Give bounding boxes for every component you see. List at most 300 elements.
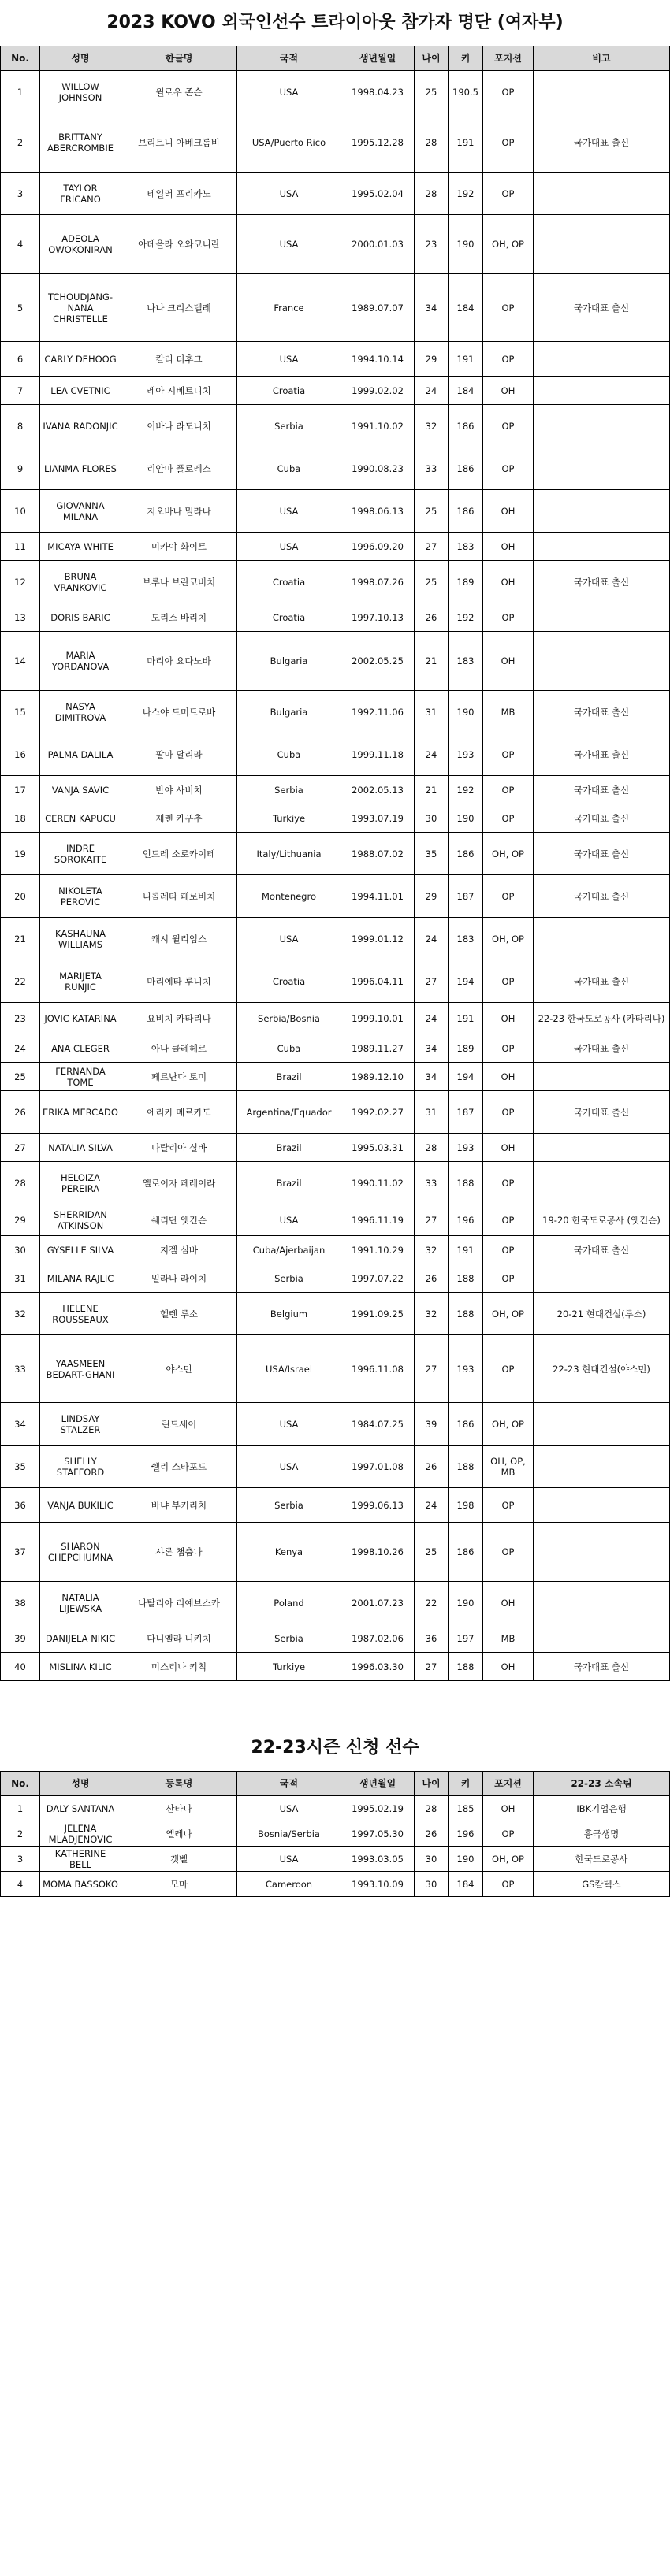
player-korean-name: 칼리 더후그	[121, 342, 237, 377]
player-name: NIKOLETA PEROVIC	[40, 875, 121, 918]
table-header-row	[1, 1772, 670, 1796]
player-nationality: USA	[237, 1796, 341, 1821]
player-korean-name: 헬렌 루소	[121, 1293, 237, 1335]
player-position: OH	[483, 1653, 534, 1681]
player-position: OP	[483, 113, 534, 173]
player-number: 1	[1, 1796, 40, 1821]
player-korean-name: 쉘리 스타포드	[121, 1446, 237, 1488]
player-age: 33	[415, 447, 449, 490]
player-birthdate: 1992.02.27	[341, 1091, 415, 1134]
player-height: 198	[449, 1488, 483, 1523]
player-age: 34	[415, 1034, 449, 1063]
player-height: 184	[449, 377, 483, 405]
table-row	[1, 71, 670, 113]
player-note	[534, 1523, 670, 1582]
player-height: 197	[449, 1624, 483, 1653]
player-position: OH	[483, 490, 534, 533]
table-row	[1, 377, 670, 405]
player-name: MARIA YORDANOVA	[40, 632, 121, 691]
table-row	[1, 1063, 670, 1091]
player-korean-name: 린드세이	[121, 1403, 237, 1446]
player-note	[534, 1488, 670, 1523]
player-age: 30	[415, 1872, 449, 1897]
player-team: 한국도로공사	[534, 1847, 670, 1872]
player-note: 19-20 한국도로공사 (앳킨슨)	[534, 1204, 670, 1236]
player-nationality: Bosnia/Serbia	[237, 1821, 341, 1847]
player-position: OH	[483, 1003, 534, 1034]
player-nationality: Serbia	[237, 776, 341, 804]
player-name: JOVIC KATARINA	[40, 1003, 121, 1034]
player-korean-name: 지오바나 밀라나	[121, 490, 237, 533]
player-height: 191	[449, 113, 483, 173]
header-age: 나이	[415, 1772, 449, 1796]
player-korean-name: 바냐 부키리치	[121, 1488, 237, 1523]
player-number: 18	[1, 804, 40, 833]
player-nationality: Kenya	[237, 1523, 341, 1582]
player-height: 187	[449, 875, 483, 918]
table-row	[1, 1624, 670, 1653]
player-birthdate: 1999.10.01	[341, 1003, 415, 1034]
table-row	[1, 1446, 670, 1488]
header-birthdate: 생년월일	[341, 1772, 415, 1796]
player-team: 흥국생명	[534, 1821, 670, 1847]
player-korean-name: 반야 사비치	[121, 776, 237, 804]
player-birthdate: 1997.10.13	[341, 603, 415, 632]
player-note: 20-21 현대건설(루소)	[534, 1293, 670, 1335]
player-birthdate: 2002.05.13	[341, 776, 415, 804]
player-position: OH, OP	[483, 1293, 534, 1335]
player-note	[534, 1264, 670, 1293]
player-korean-name: 인드레 소로카이테	[121, 833, 237, 875]
player-height: 184	[449, 1872, 483, 1897]
player-korean-name: 브리트니 아베크롬비	[121, 113, 237, 173]
player-height: 191	[449, 1236, 483, 1264]
player-birthdate: 1993.10.09	[341, 1872, 415, 1897]
player-name: GIOVANNA MILANA	[40, 490, 121, 533]
table-row	[1, 691, 670, 733]
table-row	[1, 1134, 670, 1162]
header-no: No.	[1, 1772, 40, 1796]
player-nationality: Bulgaria	[237, 632, 341, 691]
player-number: 25	[1, 1063, 40, 1091]
player-note	[534, 447, 670, 490]
player-note	[534, 533, 670, 561]
player-age: 32	[415, 1236, 449, 1264]
player-note: 국가대표 출신	[534, 776, 670, 804]
player-number: 30	[1, 1236, 40, 1264]
player-number: 8	[1, 405, 40, 447]
player-position: OP	[483, 804, 534, 833]
player-age: 24	[415, 377, 449, 405]
player-note	[534, 1446, 670, 1488]
player-position: OH	[483, 533, 534, 561]
player-number: 20	[1, 875, 40, 918]
player-height: 186	[449, 1403, 483, 1446]
player-number: 2	[1, 1821, 40, 1847]
player-position: OP	[483, 603, 534, 632]
player-nationality: Cuba	[237, 1034, 341, 1063]
header-nationality: 국적	[237, 46, 341, 71]
player-note: 국가대표 출신	[534, 691, 670, 733]
table-row	[1, 918, 670, 960]
table-row	[1, 833, 670, 875]
player-name: DORIS BARIC	[40, 603, 121, 632]
player-nationality: Serbia	[237, 1624, 341, 1653]
player-number: 28	[1, 1162, 40, 1204]
player-age: 24	[415, 918, 449, 960]
player-nationality: Brazil	[237, 1162, 341, 1204]
table-row	[1, 1034, 670, 1063]
player-nationality: USA	[237, 1204, 341, 1236]
player-age: 24	[415, 1003, 449, 1034]
player-nationality: Serbia	[237, 1264, 341, 1293]
table-row	[1, 1003, 670, 1034]
player-birthdate: 1995.12.28	[341, 113, 415, 173]
player-korean-name: 다니엘라 니키치	[121, 1624, 237, 1653]
player-birthdate: 1997.07.22	[341, 1264, 415, 1293]
player-name: MISLINA KILIC	[40, 1653, 121, 1681]
player-position: OP	[483, 776, 534, 804]
table-row	[1, 173, 670, 215]
player-note	[534, 1162, 670, 1204]
player-name: BRUNA VRANKOVIC	[40, 561, 121, 603]
player-nationality: Poland	[237, 1582, 341, 1624]
player-name: IVANA RADONJIC	[40, 405, 121, 447]
player-korean-name: 나탈리아 실바	[121, 1134, 237, 1162]
player-name: VANJA BUKILIC	[40, 1488, 121, 1523]
player-height: 191	[449, 1003, 483, 1034]
player-korean-name: 지젤 실바	[121, 1236, 237, 1264]
player-note	[534, 71, 670, 113]
player-position: MB	[483, 691, 534, 733]
player-number: 32	[1, 1293, 40, 1335]
player-korean-name: 테일러 프리카노	[121, 173, 237, 215]
player-note: 국가대표 출신	[534, 1034, 670, 1063]
player-nationality: Cuba	[237, 447, 341, 490]
table-row	[1, 1335, 670, 1403]
player-nationality: Cuba	[237, 733, 341, 776]
player-height: 183	[449, 918, 483, 960]
player-position: OP	[483, 1236, 534, 1264]
player-name: DANIJELA NIKIC	[40, 1624, 121, 1653]
player-number: 37	[1, 1523, 40, 1582]
player-birthdate: 1991.10.02	[341, 405, 415, 447]
player-height: 183	[449, 632, 483, 691]
player-height: 188	[449, 1264, 483, 1293]
player-height: 190	[449, 215, 483, 274]
table-row	[1, 1204, 670, 1236]
header-nationality: 국적	[237, 1772, 341, 1796]
player-nationality: Cuba/Ajerbaijan	[237, 1236, 341, 1264]
header-position: 포지션	[483, 1772, 534, 1796]
player-name: HELENE ROUSSEAUX	[40, 1293, 121, 1335]
player-nationality: Serbia/Bosnia	[237, 1003, 341, 1034]
player-name: SHARON CHEPCHUMNA	[40, 1523, 121, 1582]
player-birthdate: 1997.05.30	[341, 1821, 415, 1847]
player-number: 38	[1, 1582, 40, 1624]
player-position: OH, OP	[483, 833, 534, 875]
player-registered-name: 산타나	[121, 1796, 237, 1821]
header-registered-name: 등록명	[121, 1772, 237, 1796]
player-nationality: USA	[237, 1446, 341, 1488]
player-birthdate: 1996.04.11	[341, 960, 415, 1003]
season-table	[0, 1771, 670, 1897]
player-birthdate: 2002.05.25	[341, 632, 415, 691]
table-row	[1, 875, 670, 918]
player-birthdate: 2000.01.03	[341, 215, 415, 274]
player-position: OP	[483, 342, 534, 377]
player-korean-name: 레아 시베트니치	[121, 377, 237, 405]
player-position: OH, OP, MB	[483, 1446, 534, 1488]
table-row	[1, 405, 670, 447]
player-name: NATALIA SILVA	[40, 1134, 121, 1162]
player-number: 35	[1, 1446, 40, 1488]
player-birthdate: 1999.01.12	[341, 918, 415, 960]
player-number: 40	[1, 1653, 40, 1681]
player-height: 188	[449, 1653, 483, 1681]
player-note: 국가대표 출신	[534, 274, 670, 342]
player-birthdate: 1993.07.19	[341, 804, 415, 833]
player-birthdate: 1992.11.06	[341, 691, 415, 733]
player-note: 국가대표 출신	[534, 804, 670, 833]
player-note: 22-23 현대건설(야스민)	[534, 1335, 670, 1403]
player-height: 189	[449, 561, 483, 603]
player-birthdate: 1989.12.10	[341, 1063, 415, 1091]
player-note	[534, 1403, 670, 1446]
player-birthdate: 1990.11.02	[341, 1162, 415, 1204]
player-birthdate: 1989.07.07	[341, 274, 415, 342]
player-korean-name: 윌로우 존슨	[121, 71, 237, 113]
player-note	[534, 1582, 670, 1624]
player-age: 28	[415, 1796, 449, 1821]
player-age: 31	[415, 1091, 449, 1134]
player-height: 188	[449, 1293, 483, 1335]
player-age: 27	[415, 533, 449, 561]
player-korean-name: 브루나 브란코비치	[121, 561, 237, 603]
table-row	[1, 1523, 670, 1582]
table-header-row	[1, 46, 670, 71]
player-age: 34	[415, 1063, 449, 1091]
table-row	[1, 561, 670, 603]
player-position: OP	[483, 1091, 534, 1134]
player-number: 14	[1, 632, 40, 691]
player-name: INDRE SOROKAITE	[40, 833, 121, 875]
player-team: IBK기업은행	[534, 1796, 670, 1821]
player-name: MARIJETA RUNJIC	[40, 960, 121, 1003]
player-position: OP	[483, 1264, 534, 1293]
player-korean-name: 팔마 달리라	[121, 733, 237, 776]
header-birthdate: 생년월일	[341, 46, 415, 71]
player-position: OP	[483, 71, 534, 113]
table-row	[1, 1488, 670, 1523]
player-team: GS칼텍스	[534, 1872, 670, 1897]
player-name: NATALIA LIJEWSKA	[40, 1582, 121, 1624]
player-birthdate: 1984.07.25	[341, 1403, 415, 1446]
table-row	[1, 490, 670, 533]
player-korean-name: 미스리나 키칙	[121, 1653, 237, 1681]
table-row	[1, 274, 670, 342]
page-title: 2023 KOVO 외국인선수 트라이아웃 참가자 명단 (여자부)	[106, 13, 564, 32]
player-number: 9	[1, 447, 40, 490]
player-age: 29	[415, 875, 449, 918]
player-nationality: Serbia	[237, 405, 341, 447]
player-number: 36	[1, 1488, 40, 1523]
player-korean-name: 캐시 윌리엄스	[121, 918, 237, 960]
player-position: OH, OP	[483, 1847, 534, 1872]
player-nationality: Brazil	[237, 1134, 341, 1162]
player-age: 21	[415, 776, 449, 804]
player-name: ERIKA MERCADO	[40, 1091, 121, 1134]
player-number: 33	[1, 1335, 40, 1403]
player-birthdate: 1989.11.27	[341, 1034, 415, 1063]
table-row	[1, 960, 670, 1003]
player-age: 27	[415, 1335, 449, 1403]
player-nationality: Brazil	[237, 1063, 341, 1091]
player-note	[534, 173, 670, 215]
player-position: OP	[483, 1523, 534, 1582]
player-age: 26	[415, 1446, 449, 1488]
player-name: HELOIZA PEREIRA	[40, 1162, 121, 1204]
player-birthdate: 2001.07.23	[341, 1582, 415, 1624]
player-note	[534, 1134, 670, 1162]
player-birthdate: 1987.02.06	[341, 1624, 415, 1653]
player-note	[534, 342, 670, 377]
player-korean-name: 리안마 플로레스	[121, 447, 237, 490]
player-nationality: Turkiye	[237, 1653, 341, 1681]
player-birthdate: 1995.02.04	[341, 173, 415, 215]
player-birthdate: 1996.03.30	[341, 1653, 415, 1681]
player-height: 185	[449, 1796, 483, 1821]
player-number: 7	[1, 377, 40, 405]
player-height: 196	[449, 1204, 483, 1236]
player-name: KATHERINE BELL	[40, 1847, 121, 1872]
player-nationality: Montenegro	[237, 875, 341, 918]
header-age: 나이	[415, 46, 449, 71]
table-row	[1, 1821, 670, 1847]
table-row	[1, 1872, 670, 1897]
player-number: 6	[1, 342, 40, 377]
player-age: 27	[415, 1204, 449, 1236]
player-height: 192	[449, 603, 483, 632]
player-registered-name: 캣벨	[121, 1847, 237, 1872]
player-height: 188	[449, 1446, 483, 1488]
player-name: ANA CLEGER	[40, 1034, 121, 1063]
player-position: OP	[483, 733, 534, 776]
player-age: 21	[415, 632, 449, 691]
player-nationality: Argentina/Equador	[237, 1091, 341, 1134]
player-height: 189	[449, 1034, 483, 1063]
header-height: 키	[449, 46, 483, 71]
player-position: OH	[483, 632, 534, 691]
player-position: OP	[483, 1162, 534, 1204]
player-age: 31	[415, 691, 449, 733]
player-number: 4	[1, 215, 40, 274]
player-number: 23	[1, 1003, 40, 1034]
player-note	[534, 405, 670, 447]
player-name: ADEOLA OWOKONIRAN	[40, 215, 121, 274]
player-age: 26	[415, 1821, 449, 1847]
player-note: 22-23 한국도로공사 (카타리나)	[534, 1003, 670, 1034]
player-position: OH	[483, 561, 534, 603]
player-height: 194	[449, 1063, 483, 1091]
player-height: 190	[449, 1847, 483, 1872]
player-age: 23	[415, 215, 449, 274]
player-birthdate: 1998.10.26	[341, 1523, 415, 1582]
player-number: 3	[1, 1847, 40, 1872]
player-position: MB	[483, 1624, 534, 1653]
table-row	[1, 533, 670, 561]
player-number: 21	[1, 918, 40, 960]
player-birthdate: 1998.04.23	[341, 71, 415, 113]
player-position: OH	[483, 1796, 534, 1821]
player-name: MICAYA WHITE	[40, 533, 121, 561]
player-age: 27	[415, 960, 449, 1003]
player-birthdate: 1996.11.19	[341, 1204, 415, 1236]
table-row	[1, 603, 670, 632]
player-height: 190	[449, 1582, 483, 1624]
player-nationality: Bulgaria	[237, 691, 341, 733]
player-nationality: USA	[237, 918, 341, 960]
player-note: 국가대표 출신	[534, 113, 670, 173]
player-note: 국가대표 출신	[534, 960, 670, 1003]
player-age: 26	[415, 1264, 449, 1293]
player-nationality: USA	[237, 173, 341, 215]
player-position: OP	[483, 405, 534, 447]
player-position: OP	[483, 1204, 534, 1236]
player-birthdate: 1993.03.05	[341, 1847, 415, 1872]
player-birthdate: 1995.03.31	[341, 1134, 415, 1162]
player-age: 28	[415, 1134, 449, 1162]
player-age: 30	[415, 1847, 449, 1872]
player-note: 국가대표 출신	[534, 833, 670, 875]
player-number: 27	[1, 1134, 40, 1162]
player-name: NASYA DIMITROVA	[40, 691, 121, 733]
player-korean-name: 나탈리아 리예브스카	[121, 1582, 237, 1624]
player-korean-name: 제렌 카푸추	[121, 804, 237, 833]
table-row	[1, 447, 670, 490]
player-position: OP	[483, 173, 534, 215]
player-number: 5	[1, 274, 40, 342]
player-height: 194	[449, 960, 483, 1003]
player-nationality: Italy/Lithuania	[237, 833, 341, 875]
player-number: 4	[1, 1872, 40, 1897]
player-note	[534, 377, 670, 405]
player-age: 28	[415, 173, 449, 215]
player-number: 31	[1, 1264, 40, 1293]
player-korean-name: 아나 클레헤르	[121, 1034, 237, 1063]
player-height: 186	[449, 833, 483, 875]
header-position: 포지션	[483, 46, 534, 71]
player-age: 34	[415, 274, 449, 342]
player-nationality: USA/Israel	[237, 1335, 341, 1403]
player-note	[534, 1624, 670, 1653]
player-note: 국가대표 출신	[534, 1653, 670, 1681]
player-note	[534, 918, 670, 960]
player-name: LEA CVETNIC	[40, 377, 121, 405]
table-row	[1, 113, 670, 173]
player-korean-name: 아데올라 오와코니란	[121, 215, 237, 274]
player-age: 39	[415, 1403, 449, 1446]
player-age: 28	[415, 113, 449, 173]
player-name: MOMA BASSOKO	[40, 1872, 121, 1897]
table-row	[1, 1091, 670, 1134]
player-age: 25	[415, 561, 449, 603]
player-age: 30	[415, 804, 449, 833]
player-height: 188	[449, 1162, 483, 1204]
header-note: 비고	[534, 46, 670, 71]
tryout-table	[0, 46, 670, 1681]
player-age: 36	[415, 1624, 449, 1653]
